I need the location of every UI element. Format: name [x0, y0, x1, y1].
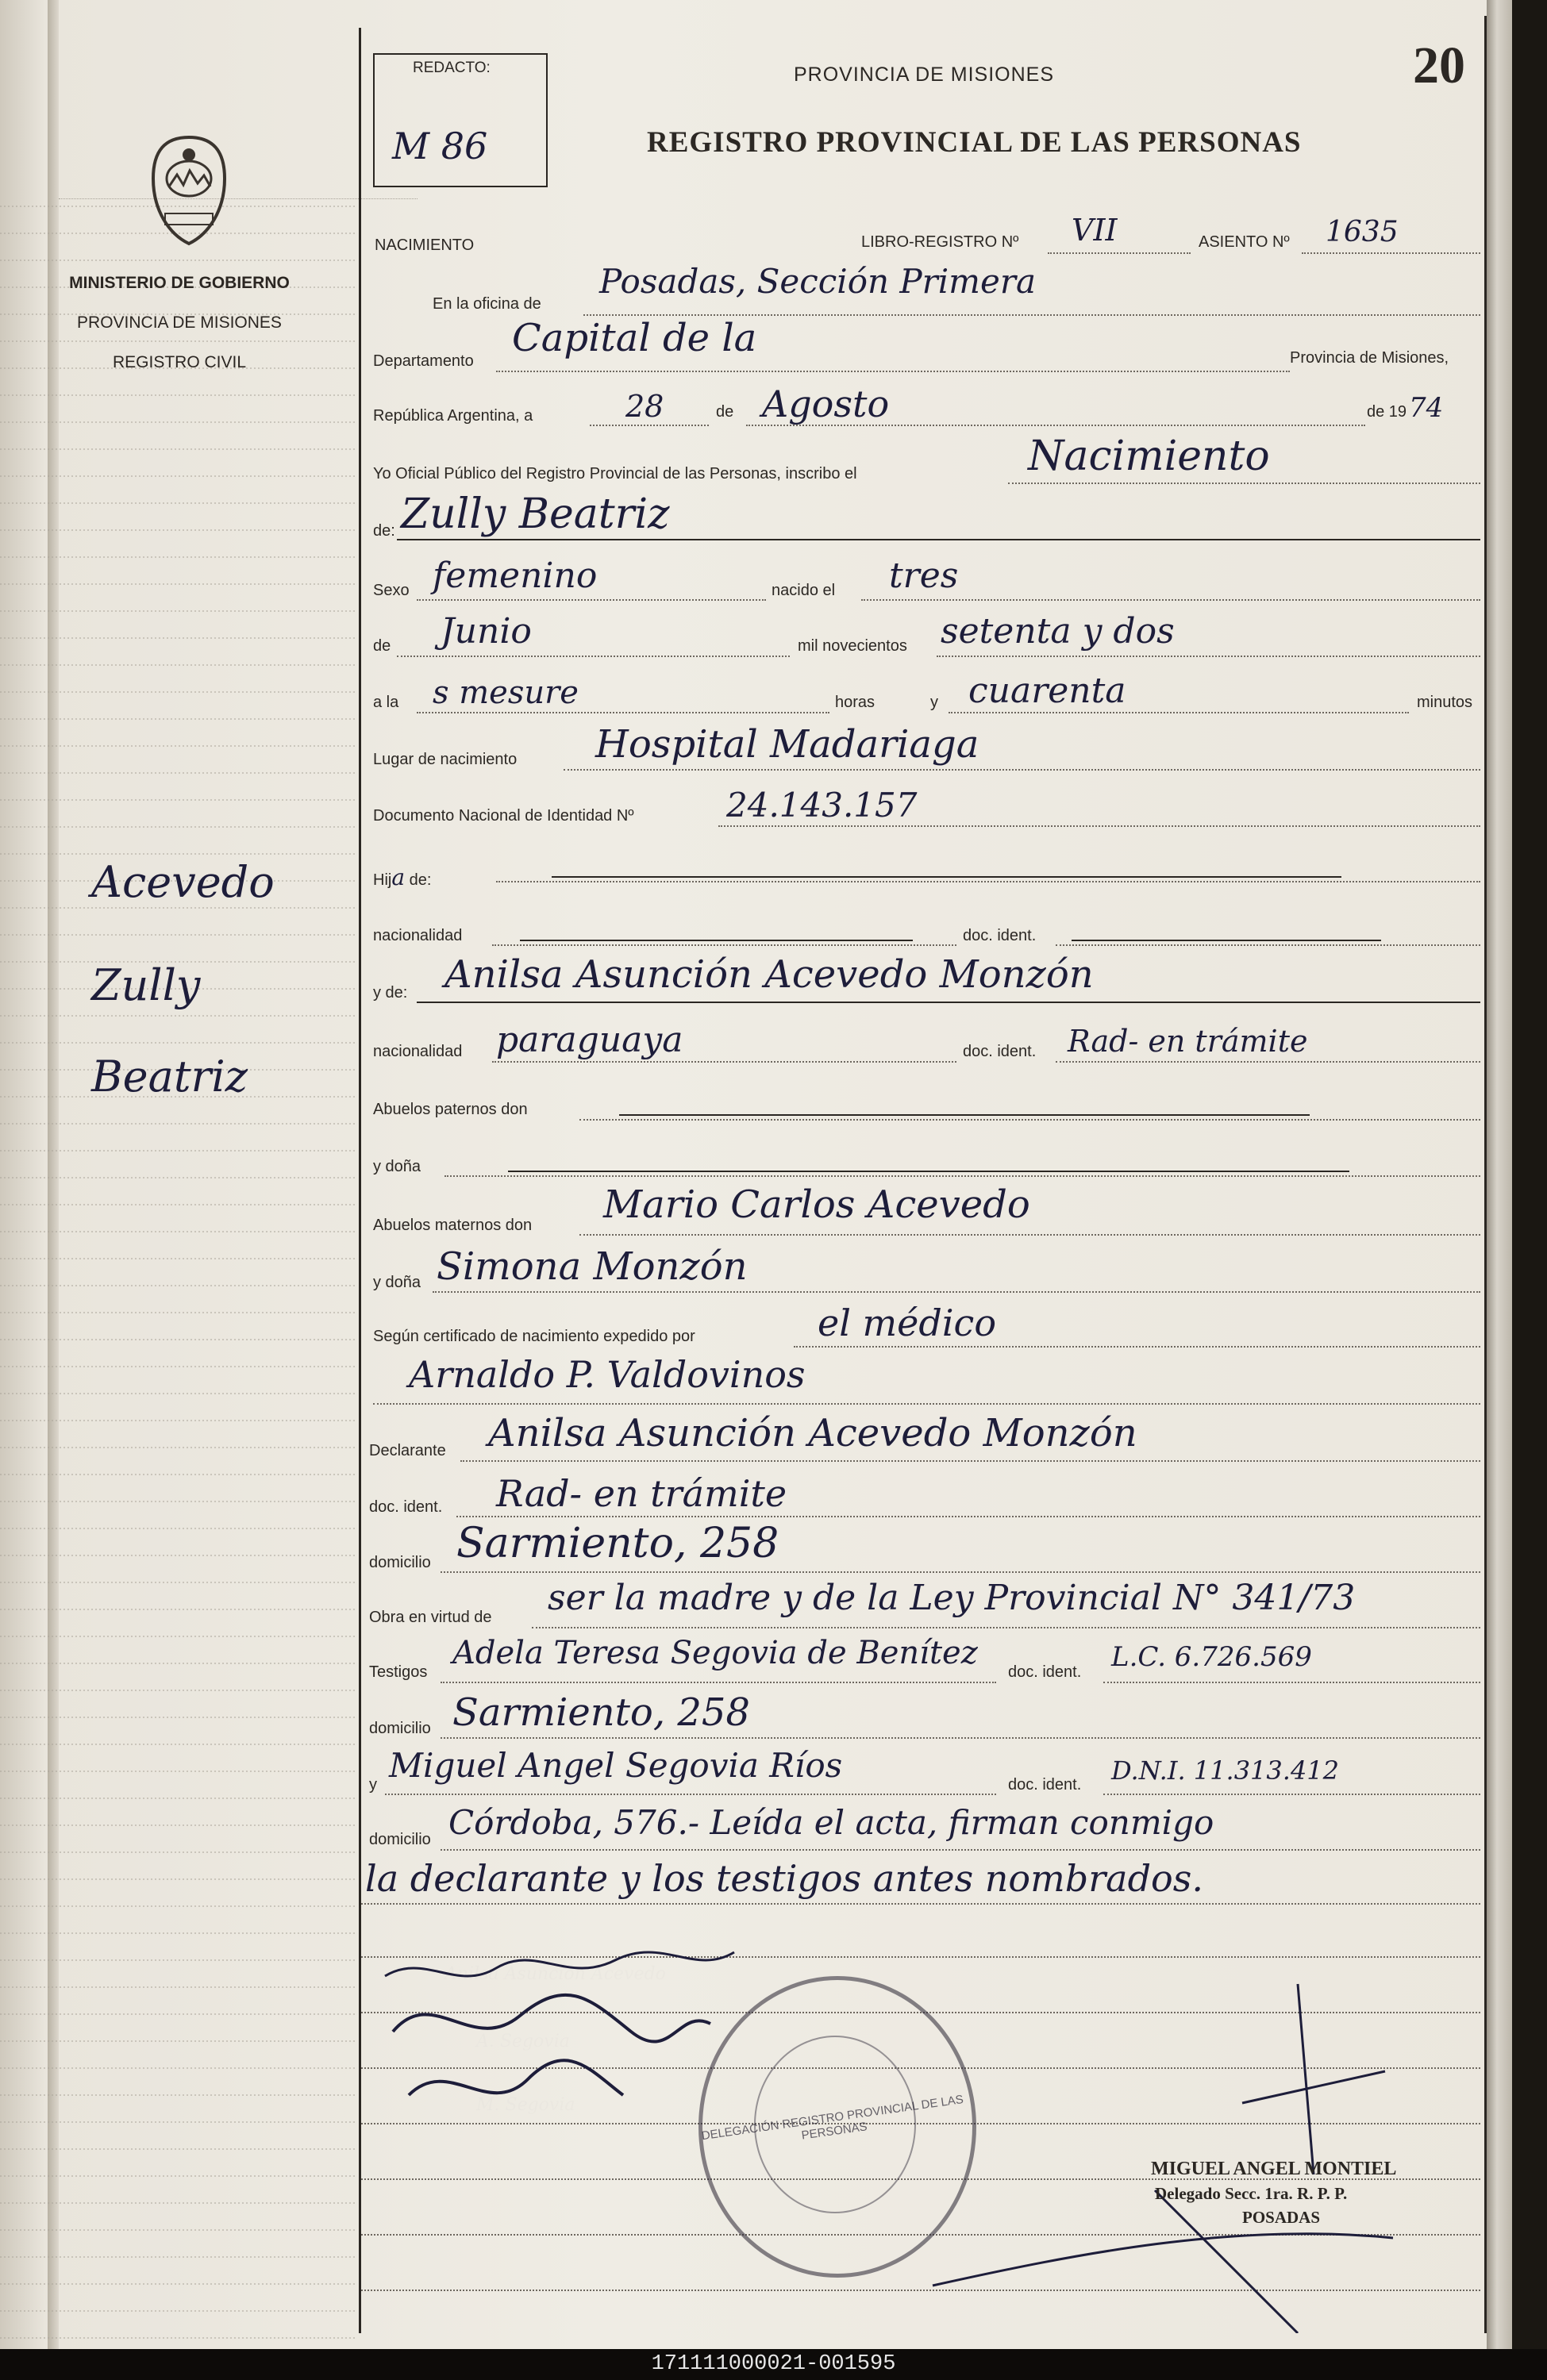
- declarante-label: Declarante: [369, 1442, 446, 1459]
- certificado-line: [794, 1346, 1480, 1348]
- madre-nacionalidad-value: paraguaya: [496, 1020, 683, 1060]
- closing-value: la declarante y los testigos antes nombrados.: [365, 1857, 1203, 1900]
- madre-nacionalidad-label: nacionalidad: [373, 1043, 463, 1060]
- dia-line: [590, 425, 709, 426]
- testigo1-doc-value: L.C. 6.726.569: [1111, 1641, 1312, 1673]
- testigo2-y-label: y: [369, 1776, 377, 1794]
- padre-cancel-line: [552, 876, 1341, 878]
- stamp-text: DELEGACIÓN REGISTRO PROVINCIAL DE LAS PERSONAS: [700, 2093, 964, 2144]
- libro-line: [1048, 252, 1191, 254]
- madre-doc-line: [1056, 1061, 1480, 1063]
- dni-value: 24.143.157: [726, 786, 918, 825]
- testigo2-doc-line: [1103, 1794, 1480, 1795]
- testigo1-doc-line: [1103, 1682, 1480, 1683]
- abuelo-materno-line: [579, 1234, 1480, 1236]
- y-de-label: y de:: [373, 984, 408, 1002]
- obra-line: [532, 1627, 1480, 1628]
- testigo1-domicilio-value: Sarmiento, 258: [452, 1690, 750, 1735]
- padre-doc-cancel: [1072, 940, 1381, 941]
- testigo2-line: [385, 1794, 996, 1795]
- madre-value: Anilsa Asunción Acevedo Monzón: [444, 952, 1094, 997]
- a-la-label: a la: [373, 694, 399, 711]
- document-code: 171111000021-001595: [651, 2352, 896, 2376]
- nac-anio-value: setenta y dos: [941, 611, 1175, 652]
- closing-line: [361, 1903, 1480, 1905]
- abuela-materna-line: [433, 1291, 1480, 1293]
- margin-note-surname: Acevedo: [91, 857, 275, 907]
- provincial-seal-icon: [145, 131, 233, 250]
- doc-ident-label: doc. ident.: [963, 927, 1037, 944]
- obra-value: ser la madre y de la Ley Provincial N° 341/73: [548, 1578, 1356, 1618]
- nacido-value: tres: [889, 556, 959, 596]
- departamento-label: Departamento: [373, 352, 474, 370]
- abuela-materna-label: y doña: [373, 1274, 421, 1291]
- testigo2-domicilio-label: domicilio: [369, 1831, 431, 1848]
- nacionalidad-label: nacionalidad: [373, 927, 463, 944]
- act-type-label: NACIMIENTO: [375, 236, 475, 254]
- redacto-box: [373, 53, 548, 187]
- medico-value: Arnaldo P. Valdovinos: [409, 1353, 806, 1396]
- madre-nacionalidad-line: [492, 1061, 956, 1063]
- declarante-doc-label: doc. ident.: [369, 1498, 443, 1516]
- oficina-value: Posadas, Sección Primera: [599, 262, 1036, 301]
- oficial-value: Nacimiento: [1028, 433, 1270, 480]
- obra-label: Obra en virtud de: [369, 1609, 492, 1626]
- ministry-line-1: MINISTERIO DE GOBIERNO: [69, 274, 290, 292]
- lugar-label: Lugar de nacimiento: [373, 751, 518, 768]
- departamento-line: [496, 371, 1290, 372]
- asiento-line: [1302, 252, 1480, 254]
- page-number: 20: [1413, 37, 1465, 94]
- departamento-value: Capital de la: [512, 316, 757, 360]
- abuelo-materno-value: Mario Carlos Acevedo: [603, 1182, 1030, 1227]
- registry-title: REGISTRO PROVINCIAL DE LAS PERSONAS: [647, 126, 1302, 159]
- dni-line: [718, 825, 1480, 827]
- declarante-value: Anilsa Asunción Acevedo Monzón: [488, 1411, 1137, 1455]
- y-label: y: [930, 694, 938, 711]
- madre-line: [417, 1002, 1480, 1003]
- hijo-suffix: a: [391, 864, 406, 890]
- testigo1-value: Adela Teresa Segovia de Benítez: [452, 1635, 978, 1671]
- lugar-value: Hospital Madariaga: [595, 722, 979, 767]
- nac-de-label: de: [373, 637, 391, 655]
- ministry-line-3: REGISTRO CIVIL: [112, 353, 247, 371]
- minutos-label: minutos: [1417, 694, 1473, 711]
- testigos-label: Testigos: [369, 1663, 428, 1681]
- testigo2-value: Miguel Angel Segovia Ríos: [389, 1746, 843, 1785]
- madre-doc-value: Rad- en trámite: [1068, 1024, 1308, 1059]
- testigo1-domicilio-line: [441, 1737, 1480, 1739]
- abuelo-paterno-line: [579, 1119, 1480, 1121]
- sexo-line: [417, 599, 766, 601]
- nombre-value: Zully Beatriz: [401, 490, 670, 538]
- nac-anio-line: [937, 656, 1480, 657]
- nombre-line: [397, 539, 1480, 540]
- oficial-label: Yo Oficial Público del Registro Provincial de las Personas, inscribo el: [373, 465, 857, 483]
- certificado-label: Según certificado de nacimiento expedido por: [373, 1328, 695, 1345]
- redacto-label: REDACTO:: [413, 60, 491, 76]
- asiento-value: 1635: [1326, 216, 1399, 248]
- de-nombre-label: de:: [373, 522, 395, 540]
- mil-label: mil novecientos: [798, 637, 907, 655]
- abuela-paterna-label: y doña: [373, 1158, 421, 1175]
- margin-note-name-2: Beatriz: [91, 1052, 248, 1102]
- sexo-label: Sexo: [373, 582, 410, 599]
- signature-1-text: [444, 1964, 666, 1984]
- hijo-label: Hija de:: [373, 864, 432, 890]
- padre-doc-line: [1056, 944, 1480, 946]
- redacto-value: M 86: [392, 125, 488, 167]
- madre-doc-label: doc. ident.: [963, 1043, 1037, 1060]
- signature-3-text: [476, 2095, 575, 2115]
- anio-label: de 19: [1367, 403, 1407, 421]
- abuelos-maternos-label: Abuelos maternos don: [373, 1217, 533, 1234]
- padre-line: [496, 881, 1480, 882]
- nac-mes-value: Junio: [441, 611, 532, 652]
- signature-testigo-2: [409, 2060, 623, 2095]
- margin-lines: [0, 0, 359, 2349]
- nacido-label: nacido el: [772, 582, 836, 599]
- testigo2-doc-label: doc. ident.: [1008, 1776, 1082, 1794]
- official-city: POSADAS: [1242, 2208, 1321, 2227]
- declarante-doc-line: [456, 1516, 1480, 1517]
- oficina-label: En la oficina de: [433, 295, 541, 313]
- official-name: MIGUEL ANGEL MONTIEL: [1151, 2159, 1397, 2179]
- declarante-line: [460, 1460, 1480, 1462]
- testigo1-doc-label: doc. ident.: [1008, 1663, 1082, 1681]
- testigo1-line: [441, 1682, 996, 1683]
- hora-line: [417, 712, 829, 713]
- abuela-materna-value: Simona Monzón: [437, 1244, 748, 1289]
- republica-label: República Argentina, a: [373, 407, 533, 425]
- abuela-paterna-line: [444, 1175, 1480, 1177]
- mes-value: Agosto: [762, 383, 890, 425]
- padre-nacionalidad-line: [492, 944, 956, 946]
- horas-label: horas: [835, 694, 875, 711]
- provincia-suffix: Provincia de Misiones,: [1290, 349, 1449, 367]
- abuela-paterna-cancel: [508, 1171, 1349, 1172]
- sexo-value: femenino: [433, 556, 598, 596]
- minutos-line: [949, 712, 1409, 713]
- signature-2-text: [476, 2032, 570, 2051]
- libro-value: VII: [1072, 213, 1118, 248]
- testigo2-domicilio-line: [441, 1849, 1480, 1851]
- anio-value: 74: [1409, 392, 1444, 424]
- oficial-line: [1008, 483, 1480, 484]
- certificado-value: el médico: [818, 1302, 997, 1344]
- declarante-domicilio-value: Sarmiento, 258: [456, 1520, 779, 1567]
- libro-label: LIBRO-REGISTRO Nº: [861, 233, 1019, 251]
- nac-mes-line: [397, 656, 790, 657]
- declarante-doc-value: Rad- en trámite: [496, 1472, 787, 1515]
- province-heading: PROVINCIA DE MISIONES: [794, 63, 1055, 86]
- declarante-domicilio-label: domicilio: [369, 1554, 431, 1571]
- official-title: Delegado Secc. 1ra. R. P. P.: [1155, 2184, 1348, 2203]
- lugar-line: [564, 769, 1480, 771]
- book-edge: [1487, 0, 1512, 2349]
- nacido-line: [861, 599, 1480, 601]
- dia-value: 28: [625, 389, 664, 424]
- de-label: de: [716, 403, 734, 421]
- margin-note-name-1: Zully: [91, 960, 201, 1010]
- testigo1-domicilio-label: domicilio: [369, 1720, 431, 1737]
- abuelo-paterno-cancel: [619, 1114, 1310, 1116]
- abuelos-paternos-label: Abuelos paternos don: [373, 1101, 528, 1118]
- asiento-label: ASIENTO Nº: [1199, 233, 1290, 251]
- hora-value: s mesure: [433, 675, 579, 711]
- testigo2-doc-value: D.N.I. 11.313.412: [1111, 1755, 1340, 1786]
- minutos-value: cuarenta: [968, 671, 1126, 711]
- ministry-line-2: PROVINCIA DE MISIONES: [77, 313, 282, 332]
- dni-label: Documento Nacional de Identidad Nº: [373, 807, 634, 825]
- padre-nacionalidad-cancel: [520, 940, 913, 941]
- declarante-domicilio-line: [441, 1571, 1480, 1573]
- testigo2-domicilio-value: Córdoba, 576.- Leída el acta, firman conmigo: [448, 1803, 1214, 1842]
- medico-line: [373, 1403, 1480, 1405]
